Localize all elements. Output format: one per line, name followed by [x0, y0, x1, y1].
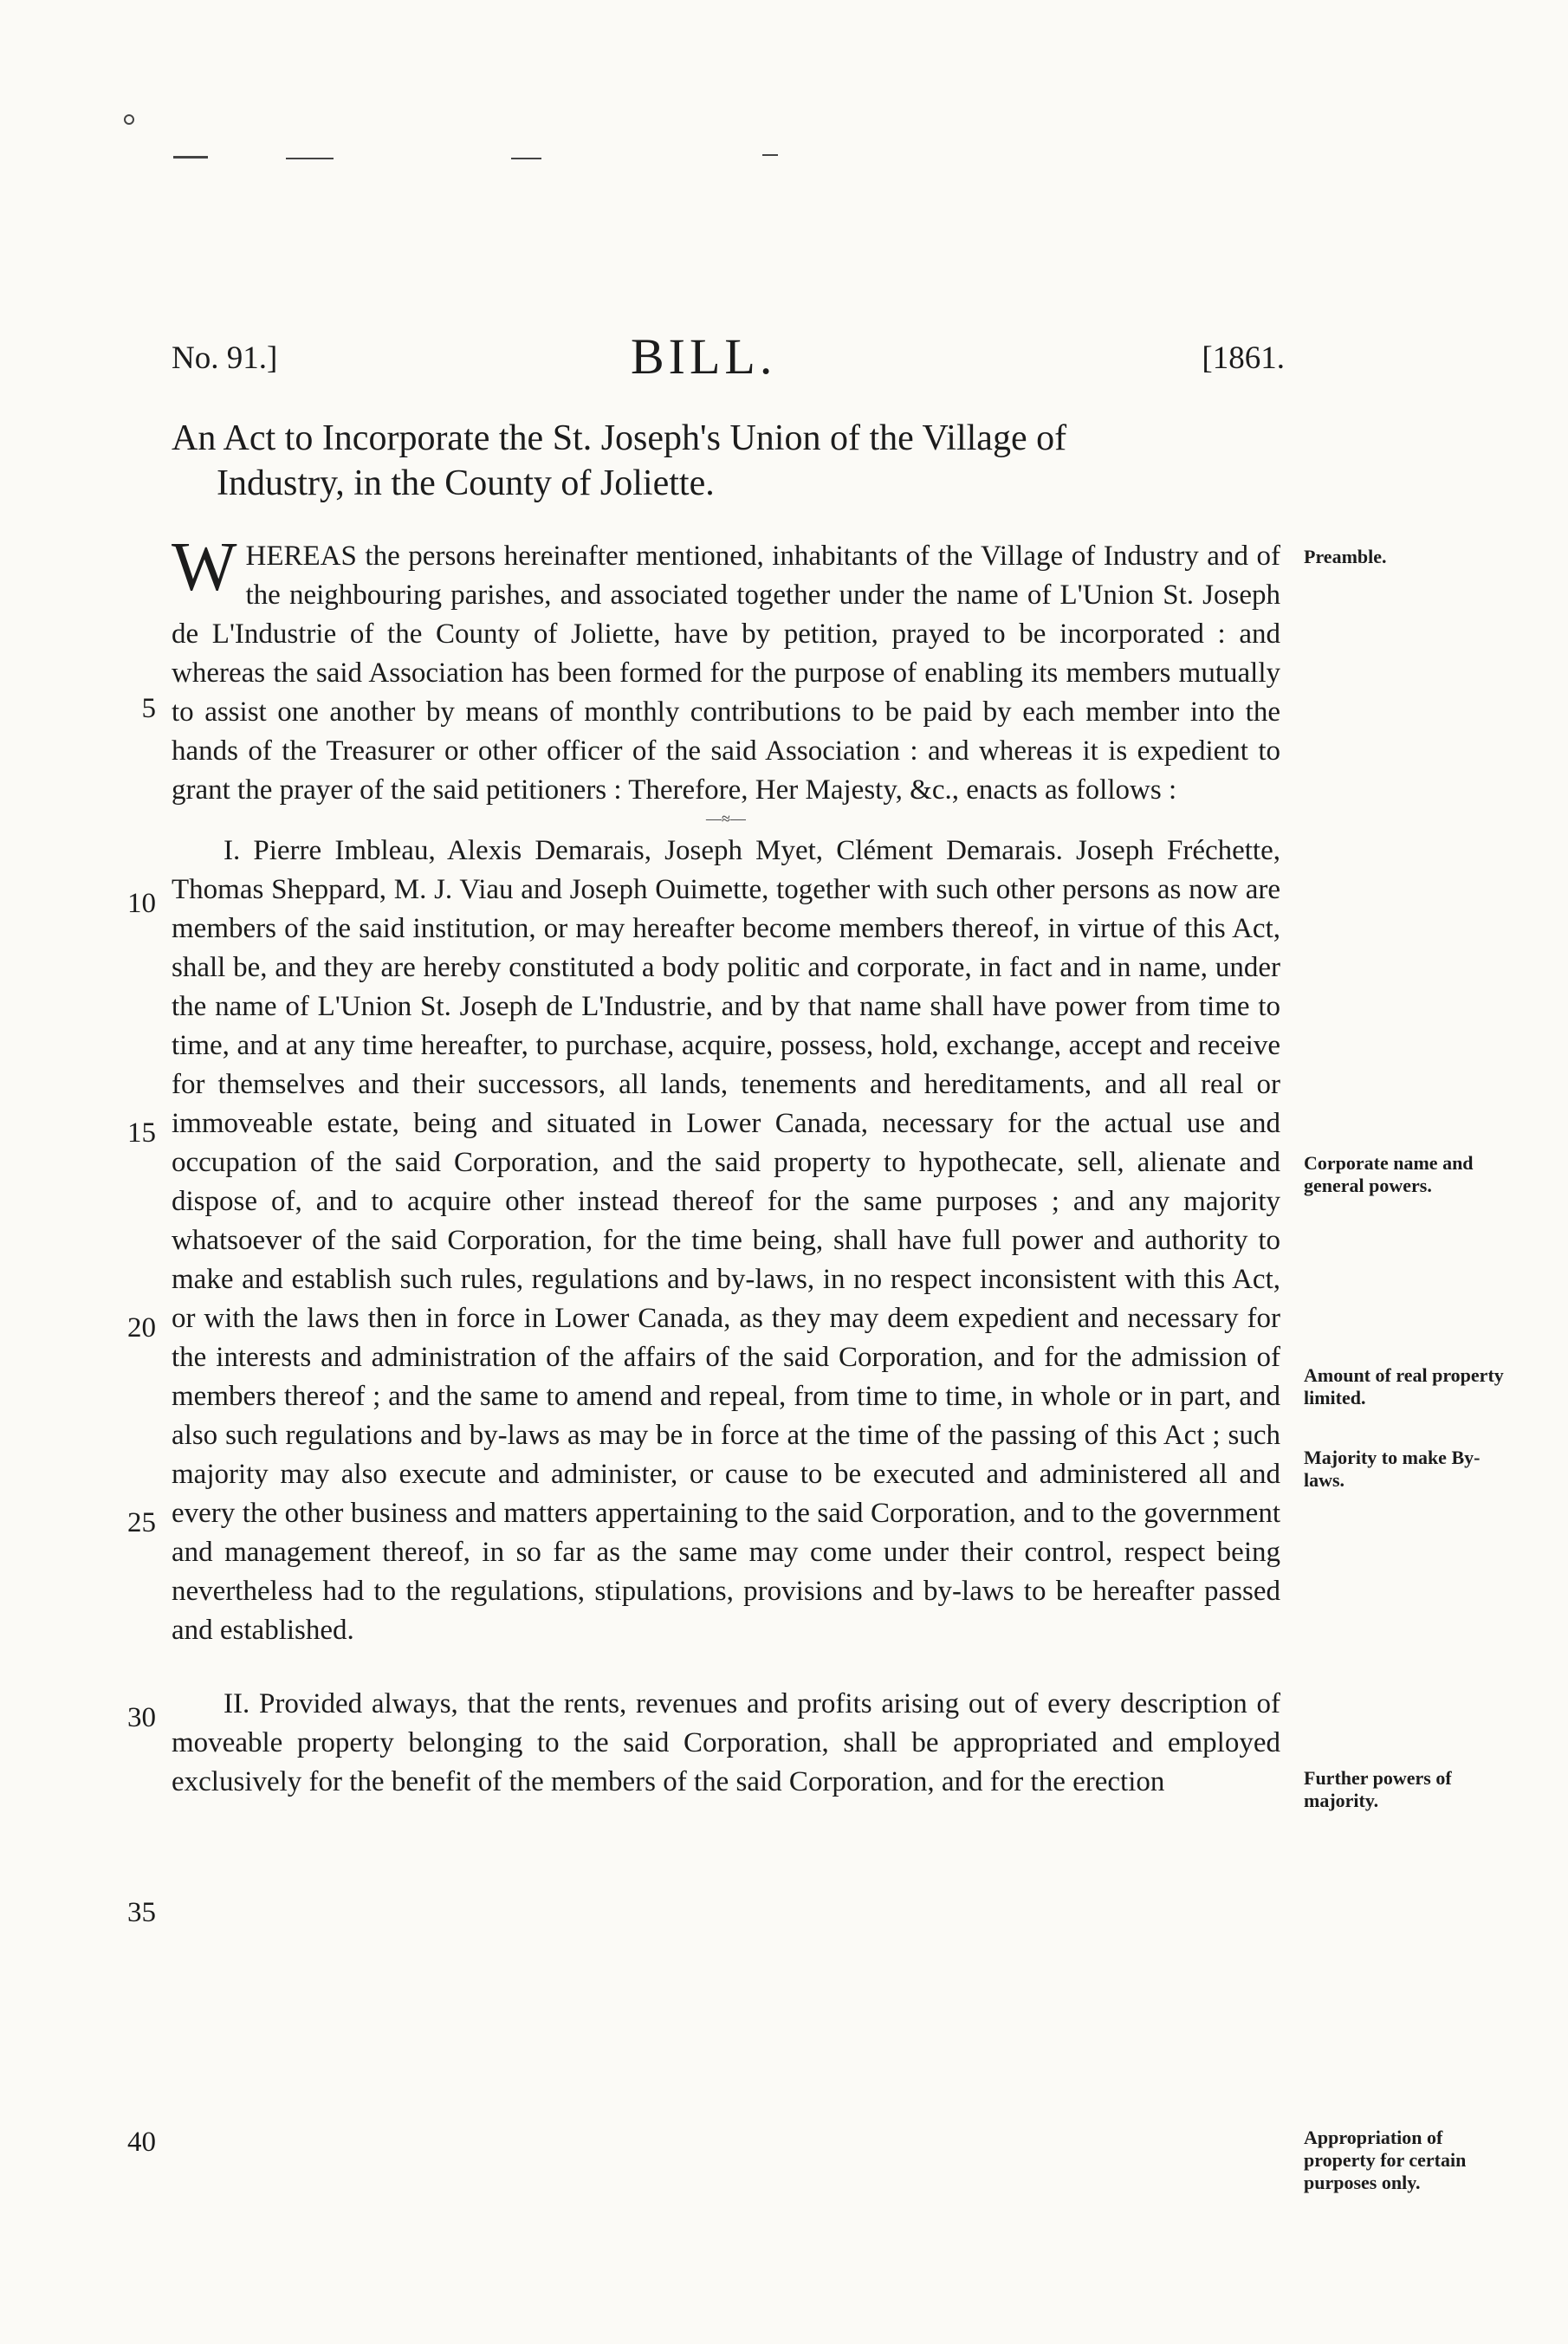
line-number: 25	[127, 1507, 156, 1538]
section-1-text: I. Pierre Imbleau, Alexis Demarais, Joseph Myet, Clément Demarais. Joseph Fréchette, Thomas Sheppard, M. J. Viau and Joseph Ouimette, together with such other persons as now are members of the said institution, or may hereafter become members thereof, in virtue of this Act, shall be, and they are hereby constituted a body politic and corporate, in fact and in name, under the name of L'Union St. Joseph de L'Industrie, and by that name shall have power from time to time, and at any time hereafter, to purchase, acquire, possess, hold, exchange, accept and receive for themselves and their successors, all lands, tenements and hereditaments, and all real or immoveable estate, being and situated in Lower Canada, necessary for the actual use and occupation of the said Corporation, and the said property to hypothecate, sell, alienate and dispose of, and to acquire other instead thereof for the same purposes ; and any majority whatsoever of the said Corporation, for the time being, shall have full power and authority to make and establish such rules, regulations and by-laws, in no respect inconsistent with this Act, or with the laws then in force in Lower Canada, as they may deem expedient and necessary for the interests and administration of the affairs of the said Corporation, and for the admission of members thereof ; and the same to amend and repeal, from time to time, in whole or in part, and also such regulations and by-laws as may be in force at the time of the passing of this Act ; such majority may also execute and administer, or cause to be executed and administered all and every the other business and matters appertaining to the said Corporation, and to the government and management thereof, in so far as the same may come under their control, respect being nevertheless had to the regulations, stipulations, provisions and by-laws to be hereafter passed and established.	[172, 835, 1280, 1646]
bill-body	[172, 529, 1280, 1802]
margin-note-further: Further powers of majority.	[1304, 1767, 1452, 1811]
section-2-text: II. Provided always, that the rents, revenues and profits arising out of every description of moveable property belonging to the said Corporation, shall be appropriated and employed exclusively for the benefit of the members of the said Corporation, and for the erection	[172, 1688, 1280, 1797]
margin-note-appropriation: Appropriation of property for certain purposes only.	[1304, 2127, 1467, 2193]
scan-mark	[286, 158, 334, 159]
margin-note-majority: Majority to make By-laws.	[1304, 1447, 1481, 1491]
act-title	[172, 416, 1298, 506]
margin-note-preamble: Preamble.	[1304, 546, 1387, 567]
drop-cap: W	[172, 529, 237, 605]
margin-note-corporate: Corporate name and general powers.	[1304, 1152, 1474, 1196]
line-number: 10	[127, 888, 156, 919]
section-2	[172, 1685, 1280, 1802]
preamble-text: HEREAS the persons hereinafter mentioned, inhabitants of the Village of Industry and of the neighbouring parishes, and associated together under the name of L'Union St. Joseph de L'Industrie of the County of Joliette, have by petition, prayed to be incorporated : and whereas the said Association has been formed for the purpose of enabling its members mutually to assist one another by means of monthly contributions to be paid by each member into the hands of the Treasurer or other officer of the said Association : and whereas it is expedient to grant the prayer of the said petitioners : Therefore, Her Majesty, &c., enacts as follows :	[172, 541, 1280, 806]
scan-mark	[173, 156, 208, 159]
line-number: 20	[127, 1312, 156, 1344]
scan-mark	[762, 154, 778, 156]
line-number: 5	[141, 693, 156, 724]
line-number: 15	[127, 1117, 156, 1149]
section-separator: —≈—	[706, 810, 746, 827]
bill-header	[172, 327, 1285, 388]
act-title-line2: Industry, in the County of Joliette.	[217, 463, 715, 503]
scan-mark	[124, 114, 134, 125]
act-title-line1: An Act to Incorporate the St. Joseph's Union of the Village of	[172, 418, 1067, 458]
preamble-paragraph	[172, 529, 1280, 810]
bill-type: BILL.	[631, 328, 777, 385]
bill-year: [1861.	[1202, 340, 1285, 376]
line-number: 40	[127, 2127, 156, 2158]
line-number: 35	[127, 1897, 156, 1928]
bill-number: No. 91.]	[172, 340, 278, 376]
section-1	[172, 832, 1280, 1650]
margin-note-amount: Amount of real property limited.	[1304, 1364, 1504, 1408]
scan-mark	[511, 158, 541, 159]
line-number: 30	[127, 1702, 156, 1733]
